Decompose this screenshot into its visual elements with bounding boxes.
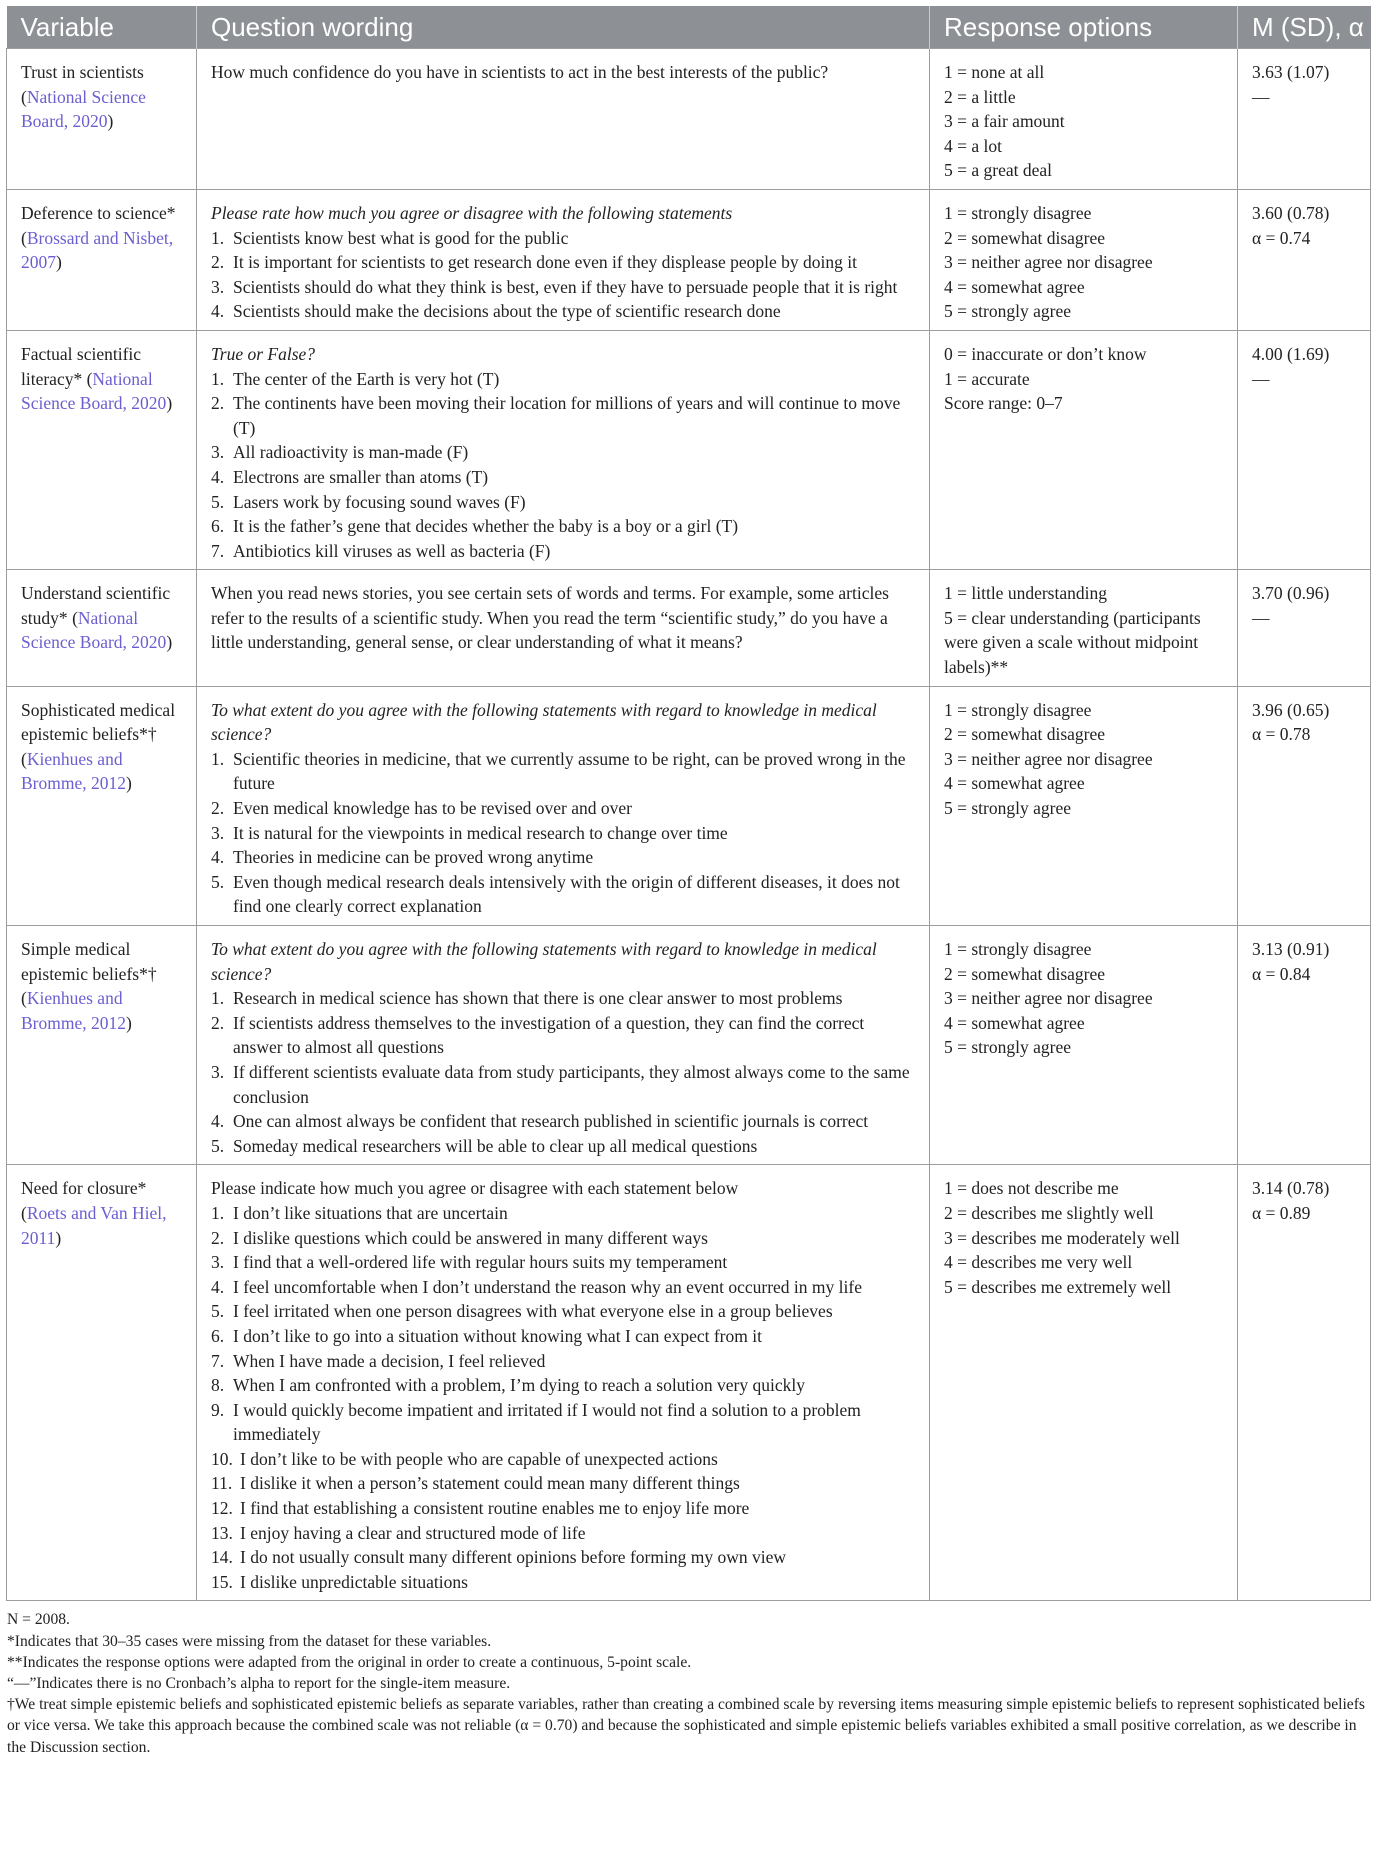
response-option: 2 = a little [944, 86, 1016, 107]
variable-cell: Factual scientific literacy* (National Science Board, 2020) [7, 330, 197, 569]
footnote: **Indicates the response options were adapted from the original in order to create a continuous, 5-point scale. [7, 1653, 692, 1671]
response-option: 3 = a fair amount [944, 111, 1065, 132]
item-number: 8. [211, 1375, 225, 1396]
list-item [211, 440, 917, 465]
item-text: I feel uncomfortable when I don’t understand the reason why an event occurred in my life [233, 1276, 862, 1297]
alpha-value: — [1252, 607, 1270, 628]
response-option: 2 = somewhat disagree [944, 227, 1106, 248]
list-item [211, 539, 917, 564]
table-row [7, 1165, 1371, 1601]
mean-sd: 3.13 (0.91) [1252, 939, 1330, 959]
item-text: Scientists should make the decisions about the type of scientific research done [233, 301, 781, 322]
response-cell [930, 570, 1238, 686]
header-variable: Variable [7, 6, 197, 49]
question-intro: How much confidence do you have in scientists to act in the best interests of the public? [211, 62, 829, 82]
response-option: 5 = strongly agree [944, 1037, 1071, 1058]
footnote: N = 2008. [7, 1611, 70, 1629]
variable-cell: Need for closure* (Roets and Van Hiel, 2011) [7, 1165, 197, 1601]
variable-name: Understand scientific study* [21, 583, 171, 628]
question-cell [197, 330, 930, 569]
footnote: “—”Indicates there is no Cronbach’s alpha to report for the single-item measure. [7, 1675, 511, 1693]
response-option: 1 = strongly disagree [944, 939, 1092, 959]
item-number: 1. [211, 227, 225, 248]
mean-sd: 3.96 (0.65) [1252, 699, 1330, 720]
item-text: I enjoy having a clear and structured mode of life [240, 1522, 586, 1543]
variable-name: Need for closure* [21, 1178, 147, 1199]
item-number: 4. [211, 301, 225, 322]
variable-citation: National Science Board, 2020 [21, 607, 167, 653]
item-number: 7. [211, 1350, 225, 1371]
question-cell [197, 570, 930, 686]
variable-name: Factual scientific literacy* [21, 343, 142, 389]
item-text: If different scientists evaluate data from study participants, they almost always come to the same conclusion [233, 1061, 910, 1107]
item-text: Electrons are smaller than atoms (T) [233, 466, 489, 487]
item-text: Antibiotics kill viruses as well as bacteria (F) [233, 540, 551, 561]
item-number: 2. [211, 1012, 225, 1033]
item-text: I dislike unpredictable situations [240, 1571, 468, 1592]
item-number: 14. [211, 1547, 233, 1568]
question-intro: Please rate how much you agree or disagree with the following statements [211, 202, 733, 223]
item-number: 1. [211, 368, 225, 389]
question-intro: When you read news stories, you see certain sets of words and terms. For example, some articles refer to the results of a scientific study. When you read the term “scientific study,” do you have a little understanding, general sense, or clear understanding of what it means? [211, 583, 889, 653]
question-items [211, 747, 917, 919]
stats-cell [1238, 49, 1371, 190]
response-option: 4 = a lot [944, 135, 1002, 156]
question-items [211, 367, 917, 564]
response-option: 0 = inaccurate or don’t know [944, 343, 1147, 364]
list-item [211, 796, 917, 821]
item-text: Scientific theories in medicine, that we currently assume to be right, can be proved wrong in the future [233, 748, 906, 794]
measures-table [6, 6, 1371, 1601]
variable-citation: National Science Board, 2020 [21, 86, 146, 132]
list-item [211, 1373, 917, 1398]
response-option: 5 = clear understanding (participants were given a scale without midpoint labels)** [944, 607, 1201, 678]
question-intro: True or False? [211, 343, 316, 364]
item-number: 11. [211, 1473, 233, 1494]
variable-name: Trust in scientists [21, 62, 144, 82]
response-option: 1 = little understanding [944, 583, 1107, 604]
response-option: 2 = describes me slightly well [944, 1202, 1154, 1223]
item-number: 5. [211, 491, 225, 512]
list-item [211, 821, 917, 846]
list-item [211, 465, 917, 490]
item-text: I don’t like situations that are uncertain [233, 1202, 508, 1223]
mean-sd: 4.00 (1.69) [1252, 343, 1330, 364]
response-option: 3 = neither agree nor disagree [944, 988, 1153, 1009]
stats-cell [1238, 189, 1371, 330]
item-number: 2. [211, 252, 225, 273]
question-cell [197, 1165, 930, 1601]
item-number: 4. [211, 1111, 225, 1132]
question-items [211, 1201, 917, 1595]
variable-name: Simple medical epistemic beliefs*† [21, 939, 157, 984]
list-item [211, 367, 917, 392]
header-response-options: Response options [930, 6, 1238, 49]
question-items [211, 226, 917, 324]
list-item [211, 1324, 917, 1349]
table-row [7, 926, 1371, 1165]
item-text: I do not usually consult many different opinions before forming my own view [240, 1547, 786, 1568]
item-number: 4. [211, 466, 225, 487]
table-header [7, 6, 1371, 49]
response-option: 4 = somewhat agree [944, 276, 1085, 297]
table-row [7, 49, 1371, 190]
item-text: I find that establishing a consistent routine enables me to enjoy life more [240, 1498, 750, 1519]
item-number: 2. [211, 393, 225, 414]
table-row [7, 686, 1371, 925]
response-option: Score range: 0–7 [944, 393, 1063, 414]
item-number: 5. [211, 1301, 225, 1322]
stats-cell [1238, 926, 1371, 1165]
response-option: 2 = somewhat disagree [944, 724, 1106, 745]
list-item [211, 845, 917, 870]
item-text: Even medical knowledge has to be revised over and over [233, 798, 632, 819]
mean-sd: 3.70 (0.96) [1252, 583, 1330, 604]
item-text: The continents have been moving their location for millions of years and will continue to move (T) [233, 393, 901, 438]
variable-citation: National Science Board, 2020 [21, 368, 167, 414]
list-item [211, 1349, 917, 1374]
item-number: 15. [211, 1571, 233, 1592]
question-cell [197, 926, 930, 1165]
list-item [211, 1299, 917, 1324]
list-item [211, 1398, 917, 1447]
variable-cell: Trust in scientists (National Science Board, 2020) [7, 49, 197, 190]
response-cell [930, 189, 1238, 330]
item-text: It is the father’s gene that decides whether the baby is a boy or a girl (T) [233, 516, 739, 537]
item-number: 1. [211, 988, 225, 1009]
item-text: Someday medical researchers will be able to clear up all medical questions [233, 1135, 758, 1156]
alpha-value: α = 0.78 [1252, 724, 1311, 745]
list-item [211, 1570, 917, 1595]
mean-sd: 3.60 (0.78) [1252, 202, 1330, 223]
response-option: 5 = describes me extremely well [944, 1276, 1172, 1297]
list-item [211, 1011, 917, 1060]
list-item [211, 747, 917, 796]
response-cell [930, 49, 1238, 190]
item-text: All radioactivity is man-made (F) [233, 442, 469, 463]
response-option: 4 = somewhat agree [944, 1012, 1085, 1033]
item-number: 2. [211, 1227, 225, 1248]
list-item [211, 250, 917, 275]
item-number: 3. [211, 1252, 225, 1273]
footnote: *Indicates that 30–35 cases were missing from the dataset for these variables. [7, 1632, 492, 1650]
mean-sd: 3.63 (1.07) [1252, 62, 1330, 82]
list-item [211, 1447, 917, 1472]
response-option: 4 = somewhat agree [944, 773, 1085, 794]
item-text: I don’t like to go into a situation without knowing what I can expect from it [233, 1325, 762, 1346]
stats-cell [1238, 1165, 1371, 1601]
variable-citation: Brossard and Nisbet, 2007 [21, 227, 174, 273]
response-option: 1 = none at all [944, 62, 1045, 82]
item-text: Scientists should do what they think is best, even if they have to persuade people that it is right [233, 276, 898, 297]
question-items [211, 986, 917, 1158]
list-item [211, 1471, 917, 1496]
table-row [7, 330, 1371, 569]
response-option: 2 = somewhat disagree [944, 963, 1106, 984]
list-item [211, 870, 917, 919]
item-number: 6. [211, 516, 225, 537]
list-item [211, 986, 917, 1011]
item-text: I dislike it when a person’s statement could mean many different things [240, 1473, 740, 1494]
response-cell [930, 926, 1238, 1165]
item-text: When I am confronted with a problem, I’m dying to reach a solution very quickly [233, 1375, 805, 1396]
item-text: I don’t like to be with people who are capable of unexpected actions [240, 1448, 718, 1469]
response-option: 5 = strongly agree [944, 798, 1071, 819]
item-number: 3. [211, 1061, 225, 1082]
list-item [211, 1226, 917, 1251]
list-item [211, 1060, 917, 1109]
table-row [7, 189, 1371, 330]
variable-name: Deference to science* [21, 202, 176, 223]
item-number: 1. [211, 748, 225, 769]
response-option: 1 = strongly disagree [944, 699, 1092, 720]
item-text: Theories in medicine can be proved wrong anytime [233, 847, 594, 868]
variable-citation: Kienhues and Bromme, 2012 [21, 988, 126, 1033]
stats-cell [1238, 570, 1371, 686]
response-option: 3 = neither agree nor disagree [944, 748, 1153, 769]
list-item [211, 1545, 917, 1570]
alpha-value: α = 0.89 [1252, 1202, 1311, 1223]
item-number: 10. [211, 1448, 233, 1469]
item-number: 3. [211, 822, 225, 843]
question-intro: To what extent do you agree with the following statements with regard to knowledge in medical science? [211, 699, 877, 745]
item-number: 9. [211, 1399, 225, 1420]
response-cell [930, 330, 1238, 569]
response-option: 5 = strongly agree [944, 301, 1071, 322]
stats-cell [1238, 686, 1371, 925]
response-option: 5 = a great deal [944, 160, 1053, 181]
question-cell [197, 686, 930, 925]
response-option: 3 = describes me moderately well [944, 1227, 1180, 1248]
response-option: 3 = neither agree nor disagree [944, 252, 1153, 273]
item-text: I find that a well-ordered life with regular hours suits my temperament [233, 1252, 728, 1273]
alpha-value: α = 0.84 [1252, 963, 1311, 984]
alpha-value: — [1252, 368, 1270, 389]
response-option: 1 = strongly disagree [944, 202, 1092, 223]
item-number: 1. [211, 1202, 225, 1223]
item-text: Research in medical science has shown that there is one clear answer to most problems [233, 988, 843, 1009]
list-item [211, 1109, 917, 1134]
response-option: 4 = describes me very well [944, 1252, 1133, 1273]
list-item [211, 391, 917, 440]
stats-cell [1238, 330, 1371, 569]
item-text: I dislike questions which could be answered in many different ways [233, 1227, 708, 1248]
list-item [211, 1275, 917, 1300]
footnote: †We treat simple epistemic beliefs and sophisticated epistemic beliefs as separate variables, rather than creating a combined scale by reversing items measuring simple epistemic beliefs to represent sophisticated beliefs or vice versa. We take this approach because the combined scale was not reliable (α = 0.70) and because the sophisticated and simple epistemic beliefs variables exhibited a small positive correlation, as we describe in the Discussion section. [7, 1696, 1365, 1756]
list-item [211, 226, 917, 251]
item-text: If scientists address themselves to the investigation of a question, they can find the correct answer to almost all questions [233, 1012, 865, 1058]
table-footnotes [6, 1609, 1370, 1757]
variable-cell: Sophisticated medical epistemic beliefs*† (Kienhues and Bromme, 2012) [7, 686, 197, 925]
list-item [211, 1521, 917, 1546]
mean-sd: 3.14 (0.78) [1252, 1178, 1330, 1199]
list-item [211, 275, 917, 300]
variable-citation: Roets and Van Hiel, 2011 [21, 1202, 167, 1248]
list-item [211, 1496, 917, 1521]
item-text: Even though medical research deals intensively with the origin of different diseases, it does not find one clearly correct explanation [233, 871, 900, 917]
item-number: 4. [211, 1276, 225, 1297]
item-number: 3. [211, 442, 225, 463]
question-intro: Please indicate how much you agree or disagree with each statement below [211, 1178, 739, 1199]
alpha-value: — [1252, 86, 1270, 107]
variable-cell: Simple medical epistemic beliefs*† (Kienhues and Bromme, 2012) [7, 926, 197, 1165]
response-cell [930, 686, 1238, 925]
item-text: One can almost always be confident that research published in scientific journals is correct [233, 1111, 869, 1132]
item-number: 2. [211, 798, 225, 819]
item-text: Scientists know best what is good for the public [233, 227, 569, 248]
item-number: 7. [211, 540, 225, 561]
item-number: 5. [211, 871, 225, 892]
header-mean-sd-alpha: M (SD), α [1238, 6, 1371, 49]
variable-citation: Kienhues and Bromme, 2012 [21, 748, 126, 794]
table-row [7, 570, 1371, 686]
variable-cell: Deference to science* (Brossard and Nisbet, 2007) [7, 189, 197, 330]
item-text: It is natural for the viewpoints in medical research to change over time [233, 822, 728, 843]
variable-cell: Understand scientific study* (National Science Board, 2020) [7, 570, 197, 686]
item-number: 5. [211, 1135, 225, 1156]
item-number: 4. [211, 847, 225, 868]
variable-name: Sophisticated medical epistemic beliefs*† [21, 699, 176, 745]
alpha-value: α = 0.74 [1252, 227, 1311, 248]
item-number: 3. [211, 276, 225, 297]
item-number: 13. [211, 1522, 233, 1543]
question-cell [197, 189, 930, 330]
response-cell [930, 1165, 1238, 1601]
list-item [211, 514, 917, 539]
item-text: It is important for scientists to get research done even if they displease people by doing it [233, 252, 858, 273]
item-number: 6. [211, 1325, 225, 1346]
list-item [211, 490, 917, 515]
item-number: 12. [211, 1498, 233, 1519]
list-item [211, 299, 917, 324]
response-option: 1 = accurate [944, 368, 1030, 389]
item-text: When I have made a decision, I feel relieved [233, 1350, 546, 1371]
header-question-wording: Question wording [197, 6, 930, 49]
item-text: I feel irritated when one person disagrees with what everyone else in a group believes [233, 1301, 833, 1322]
question-intro: To what extent do you agree with the following statements with regard to knowledge in medical science? [211, 939, 877, 984]
measures-table-container [6, 6, 1370, 1758]
item-text: Lasers work by focusing sound waves (F) [233, 491, 526, 512]
response-option: 1 = does not describe me [944, 1178, 1119, 1199]
item-text: The center of the Earth is very hot (T) [233, 368, 500, 389]
list-item [211, 1201, 917, 1226]
table-body [7, 49, 1371, 1601]
item-text: I would quickly become impatient and irritated if I would not find a solution to a problem immediately [233, 1399, 861, 1445]
question-cell [197, 49, 930, 190]
list-item [211, 1134, 917, 1159]
list-item [211, 1250, 917, 1275]
